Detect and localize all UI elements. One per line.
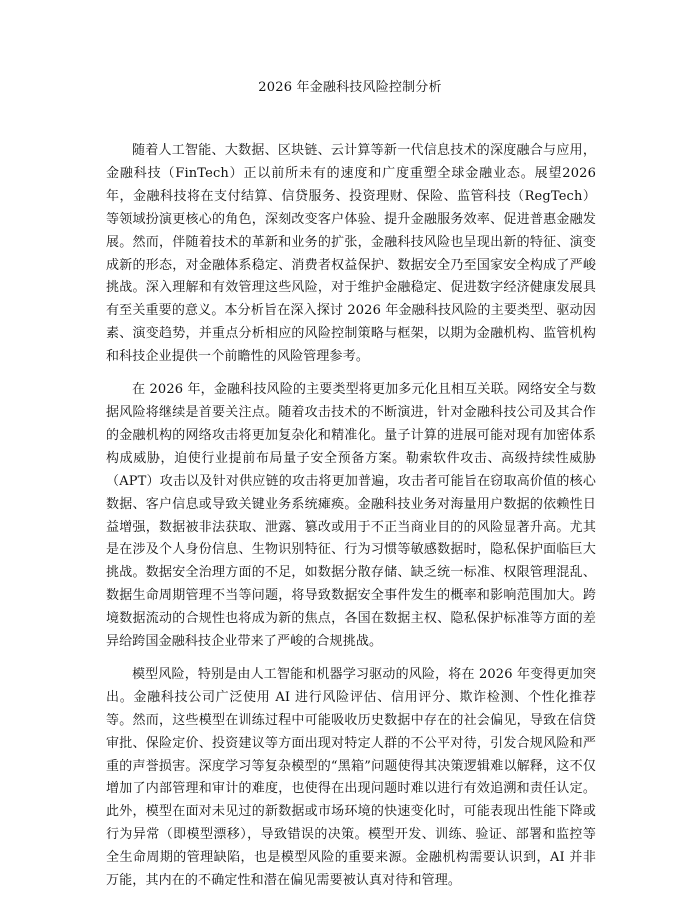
document-body <box>106 140 596 903</box>
paragraph-risk-types: 在 2026 年，金融科技风险的主要类型将更加多元化且相互关联。网络安全与数据风险将继续是首要关注点。随着攻击技术的不断演进，针对金融科技公司及其合作的金融机构的网络攻击将更加复杂化和精准化。量子计算的进展可能对现有加密体系构成威胁，迫使行业提前布局量子安全预备方案。勒索软件攻击、高级持续性威胁（APT）攻击以及针对供应链的攻击将更加普遍，攻击者可能旨在窃取高价值的核心数据、客户信息或导致关键业务系统瘫痪。金融科技业务对海量用户数据的依赖性日益增强，数据被非法获取、泄露、篡改或用于不正当商业目的的风险显著升高。尤其是在涉及个人身份信息、生物识别特征、行为习惯等敏感数据时，隐私保护面临巨大挑战。数据安全治理方面的不足，如数据分散存储、缺乏统一标准、权限管理混乱、数据生命周期管理不当等问题，将导致数据安全事件发生的概率和影响范围加大。跨境数据流动的合规性也将成为新的焦点，各国在数据主权、隐私保护标准等方面的差异给跨国金融科技企业带来了严峻的合规挑战。 <box>106 382 596 650</box>
paragraph-intro: 随着人工智能、大数据、区块链、云计算等新一代信息技术的深度融合与应用，金融科技（FinTech）正以前所未有的速度和广度重塑全球金融业态。展望2026年，金融科技将在支付结算、信贷服务、投资理财、保险、监管科技（RegTech）等领域扮演更核心的角色，深刻改变客户体验、提升金融服务效率、促进普惠金融发展。然而，伴随着技术的革新和业务的扩张，金融科技风险也呈现出新的特征、演变成新的形态，对金融体系稳定、消费者权益保护、数据安全乃至国家安全构成了严峻挑战。深入理解和有效管理这些风险，对于维护金融稳定、促进数字经济健康发展具有至关重要的意义。本分析旨在深入探讨 2026 年金融科技风险的主要类型、驱动因素、演变趋势，并重点分析相应的风险控制策略与框架，以期为金融机构、监管机构和科技企业提供一个前瞻性的风险管理参考。 <box>106 143 596 365</box>
paragraph-model-risk: 模型风险，特别是由人工智能和机器学习驱动的风险，将在 2026 年变得更加突出。金融科技公司广泛使用 AI 进行风险评估、信用评分、欺诈检测、个性化推荐等。然而，这些模型在训练过程中可能吸收历史数据中存在的社会偏见，导致在信贷审批、保险定价、投资建议等方面出现对特定人群的不公平对待，引发合规风险和严重的声誉损害。深度学习等复杂模型的“黑箱”问题使得其决策逻辑难以解释，这不仅增加了内部管理和审计的难度，也使得在出现问题时难以进行有效追溯和责任认定。此外，模型在面对未见过的新数据或市场环境的快速变化时，可能表现出性能下降或行为异常（即模型漂移），导致错误的决策。模型开发、训练、验证、部署和监控等全生命周期的管理缺陷，也是模型风险的重要来源。金融机构需要认识到，AI 并非万能，其内在的不确定性和潜在偏见需要被认真对待和管理。 <box>106 666 596 889</box>
document-title: 2026 年金融科技风险控制分析 <box>258 80 442 95</box>
